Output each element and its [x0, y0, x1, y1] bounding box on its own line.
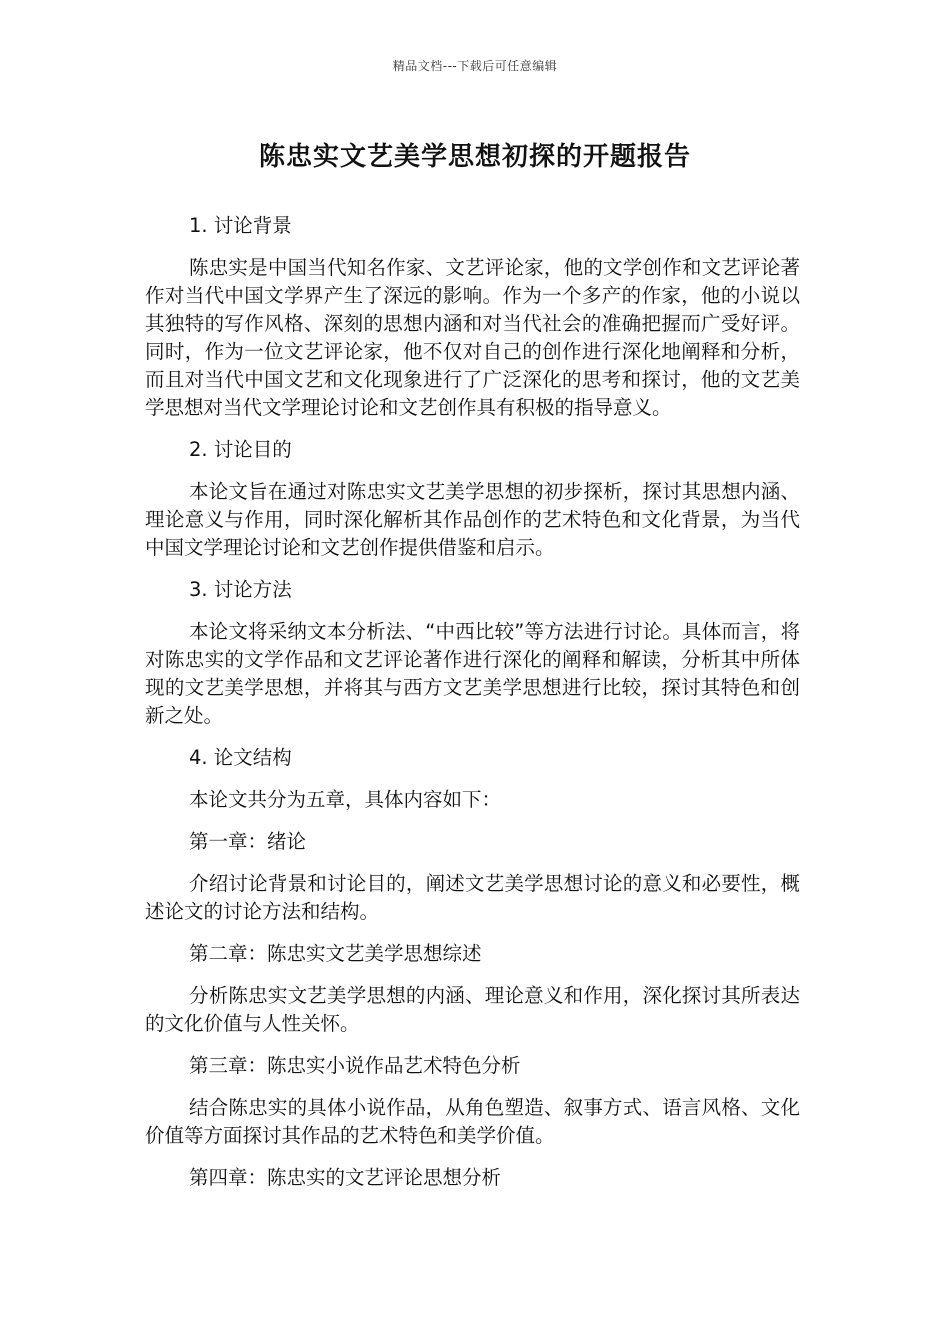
chapter-1-description: 介绍讨论背景和讨论目的，阐述文艺美学思想讨论的意义和必要性，概述论文的讨论方法和结构。: [145, 872, 800, 923]
paragraph-method: 本论文将采纳文本分析法、“中西比较”等方法进行讨论。具体而言，将对陈忠实的文学作品和文艺评论著作进行深化的阐释和解读，分析其中所体现的文艺美学思想，并将其与西方文艺美学思想进行比较，探讨其特色和创新之处。: [145, 620, 800, 727]
page-header-note: 精品文档---下载后可任意编辑: [392, 59, 558, 73]
chapter-2-title: 第二章：陈忠实文艺美学思想综述: [189, 942, 482, 965]
chapter-3-description: 结合陈忠实的具体小说作品，从角色塑造、叙事方式、语言风格、文化价值等方面探讨其作品的艺术特色和美学价值。: [145, 1096, 800, 1147]
paragraph-background: 陈忠实是中国当代知名作家、文艺评论家，他的文学创作和文艺评论著作对当代中国文学界产生了深远的影响。作为一个多产的作家，他的小说以其独特的写作风格、深刻的思想内涵和对当代社会的准确把握而广受好评。同时，作为一位文艺评论家，他不仅对自己的创作进行深化地阐释和分析，而且对当代中国文艺和文化现象进行了广泛深化的思考和探讨，他的文艺美学思想对当代文学理论讨论和文艺创作具有积极的指导意义。: [145, 256, 800, 419]
document-title: 陈忠实文艺美学思想初探的开题报告: [258, 142, 691, 172]
document-body: [145, 212, 800, 1206]
chapter-2-description: 分析陈忠实文艺美学思想的内涵、理论意义和作用，深化探讨其所表达的文化价值与人性关怀。: [145, 984, 800, 1035]
paragraph-structure-intro: 本论文共分为五章，具体内容如下：: [189, 788, 502, 811]
section-heading-method: 3. 讨论方法: [189, 578, 292, 601]
section-heading-background: 1. 讨论背景: [189, 214, 292, 237]
section-heading-structure: 4. 论文结构: [189, 746, 292, 769]
chapter-3-title: 第三章：陈忠实小说作品艺术特色分析: [189, 1054, 521, 1077]
chapter-1-title: 第一章：绪论: [189, 830, 307, 853]
chapter-4-title: 第四章：陈忠实的文艺评论思想分析: [189, 1166, 502, 1189]
section-heading-purpose: 2. 讨论目的: [189, 438, 292, 461]
paragraph-purpose: 本论文旨在通过对陈忠实文艺美学思想的初步探析，探讨其思想内涵、理论意义与作用，同时深化解析其作品创作的艺术特色和文化背景，为当代中国文学理论讨论和文艺创作提供借鉴和启示。: [145, 480, 800, 559]
